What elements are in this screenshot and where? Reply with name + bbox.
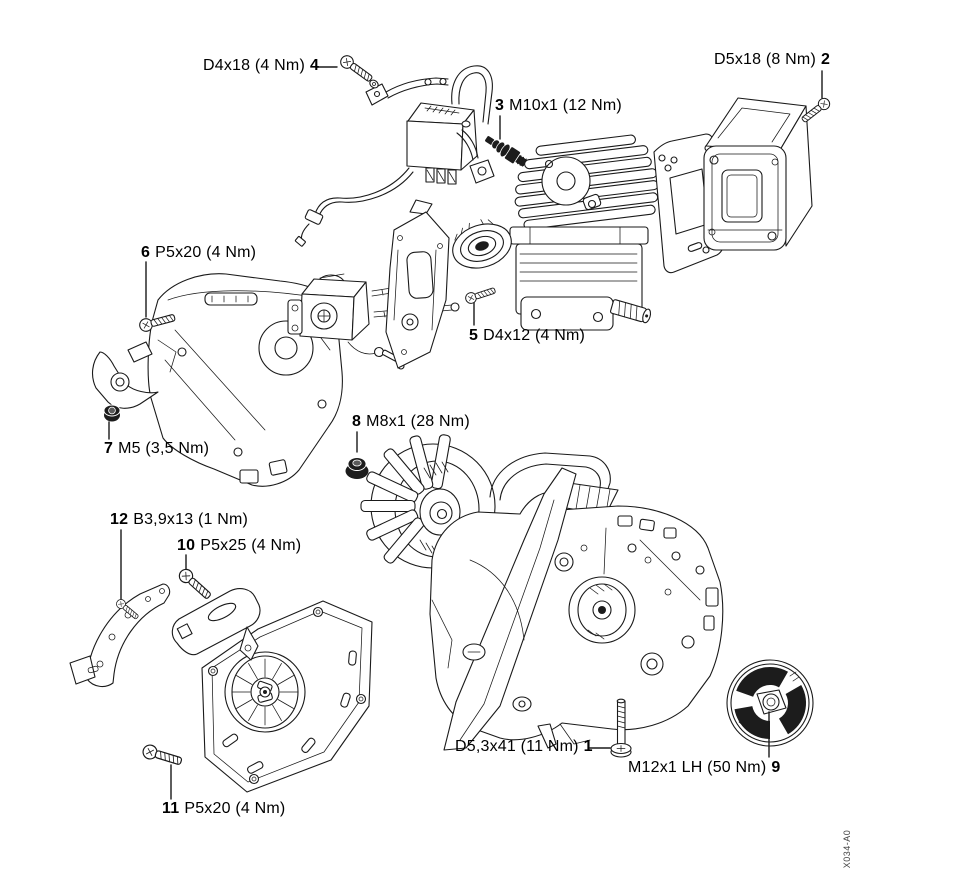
callout-12 <box>110 511 248 529</box>
callout-10 <box>177 537 301 555</box>
callout-6-num: 6 <box>141 244 151 261</box>
callout-6 <box>141 244 256 262</box>
callout-4 <box>203 57 319 75</box>
callout-3 <box>495 97 622 115</box>
drawing-code: X034-A0 <box>842 829 852 869</box>
starter-grip <box>172 589 260 660</box>
callout-12-spec: B3,9x13 (1 Nm) <box>133 511 249 528</box>
callout-4-spec: D4x18 (4 Nm) <box>203 57 305 74</box>
callout-8-spec: M8x1 (28 Nm) <box>366 413 470 430</box>
callout-7-spec: M5 (3,5 Nm) <box>118 440 210 457</box>
screw-4 <box>338 53 379 89</box>
callout-9 <box>628 759 780 777</box>
callout-10-num: 10 <box>177 537 196 554</box>
callout-5 <box>469 327 585 345</box>
screw-11 <box>141 743 183 768</box>
callout-5-num: 5 <box>469 327 479 344</box>
callout-12-num: 12 <box>110 511 129 528</box>
callout-8 <box>352 413 470 431</box>
callout-2-num: 2 <box>820 51 831 68</box>
clutch <box>727 660 813 746</box>
callout-8-num: 8 <box>352 413 362 430</box>
callout-11-num: 11 <box>162 800 180 817</box>
callout-5-spec: D4x12 (4 Nm) <box>483 327 586 344</box>
callout-7-num: 7 <box>104 440 114 457</box>
callout-2 <box>714 51 830 69</box>
callout-3-num: 3 <box>495 97 505 114</box>
nut-7 <box>104 405 120 422</box>
callout-1-num: 1 <box>583 738 593 755</box>
callout-9-spec: M12x1 LH (50 Nm) <box>628 759 767 776</box>
callout-11 <box>162 800 285 818</box>
callout-3-spec: M10x1 (12 Nm) <box>509 97 622 114</box>
callout-7 <box>104 440 209 458</box>
callout-1 <box>455 738 593 756</box>
cylinder <box>509 133 662 330</box>
callout-10-spec: P5x25 (4 Nm) <box>200 537 302 554</box>
nut-8 <box>346 458 369 480</box>
intake-manifold <box>446 212 517 275</box>
callout-6-spec: P5x20 (4 Nm) <box>155 244 257 261</box>
callout-4-num: 4 <box>309 57 320 74</box>
screw-5 <box>464 285 496 305</box>
ignition-module <box>295 66 494 247</box>
engine-partition <box>386 200 449 368</box>
callout-2-spec: D5x18 (8 Nm) <box>714 51 816 68</box>
muffler <box>704 98 812 250</box>
callout-1-spec: D5,3x41 (11 Nm) <box>455 738 579 755</box>
callout-9-num: 9 <box>771 759 781 776</box>
callout-11-spec: P5x20 (4 Nm) <box>184 800 286 817</box>
screw-10 <box>177 567 214 602</box>
